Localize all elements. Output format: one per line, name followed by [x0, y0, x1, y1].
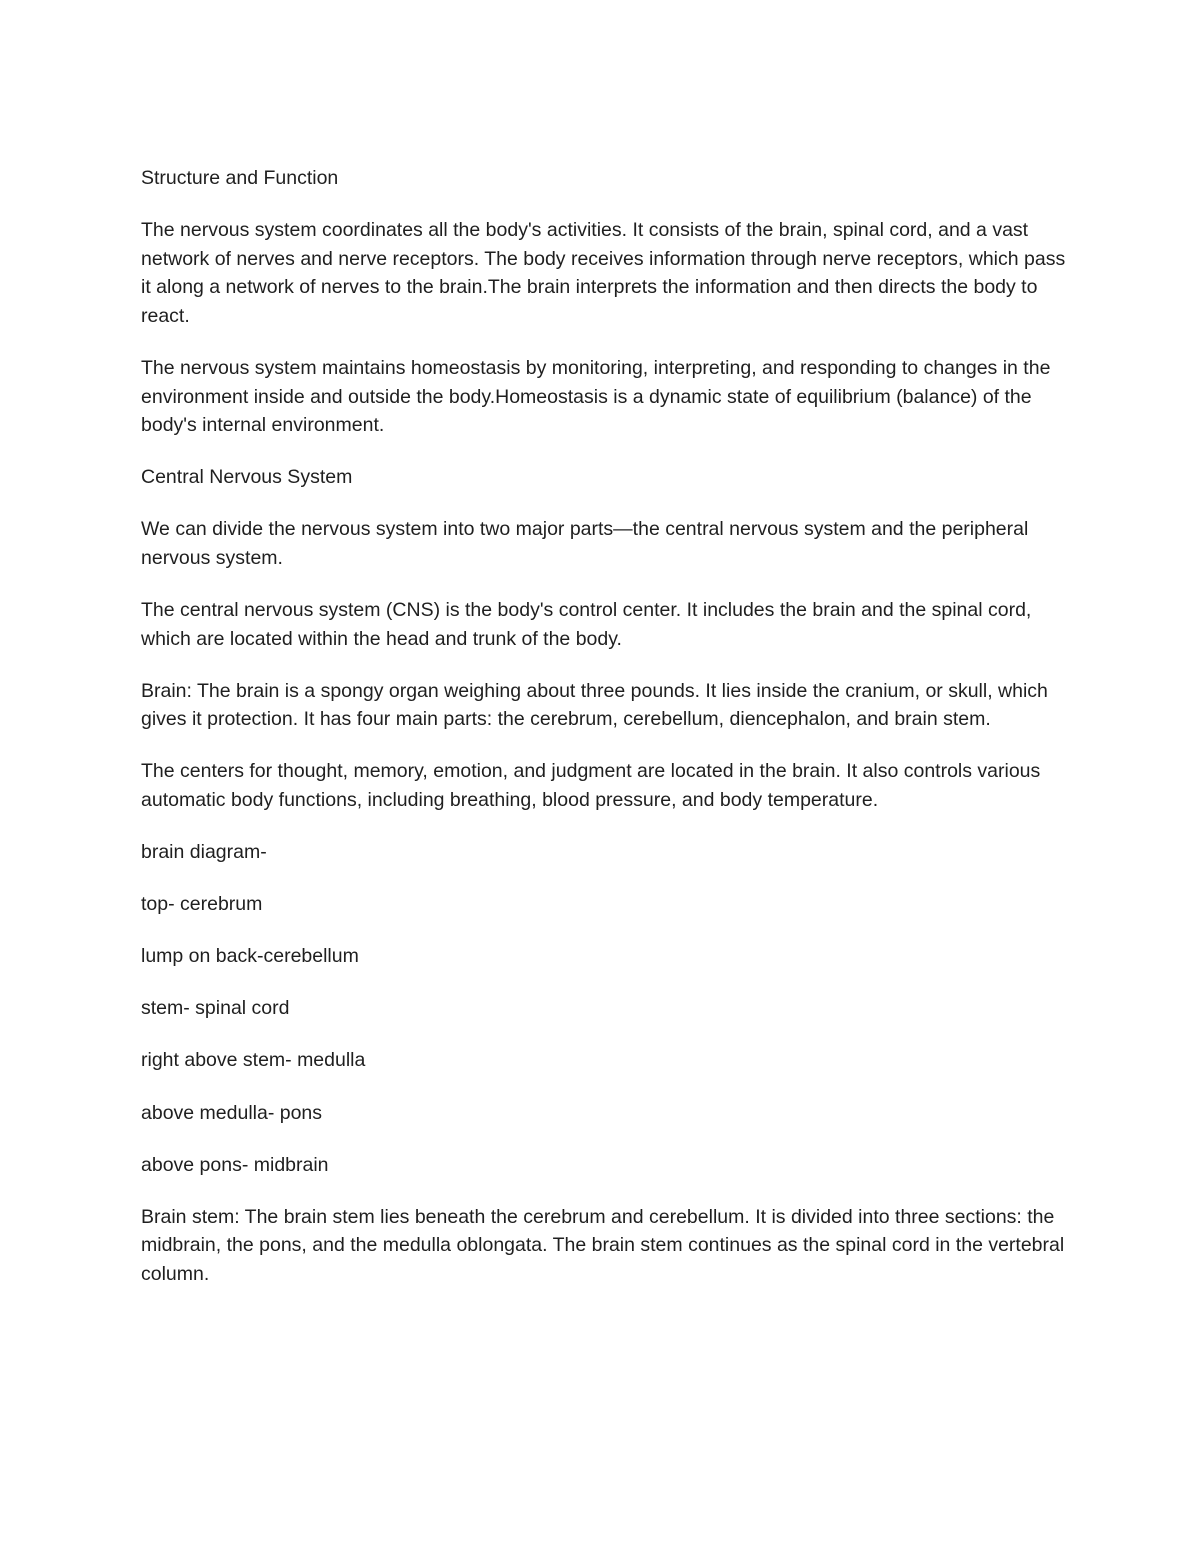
paragraph-brain-functions: The centers for thought, memory, emotion, and judgment are located in the brain. It also controls various automatic body functions, including breathing, blood pressure, and body temperature.: [141, 760, 1041, 811]
note-brain-diagram: brain diagram-: [141, 841, 267, 864]
heading-structure-and-function: Structure and Function: [141, 167, 339, 189]
paragraph-brain-stem: Brain stem: The brain stem lies beneath the cerebrum and cerebellum. It is divided into three sections: the midbrain, the pons, and the medulla oblongata. The brain stem continues as the spinal cord in the vertebral column.: [141, 1205, 1065, 1285]
heading-central-nervous-system: Central Nervous System: [141, 466, 353, 489]
paragraph-two-major-parts: We can divide the nervous system into two major parts—the central nervous system and the peripheral nervous system.: [141, 518, 1029, 569]
note-cerebrum: top- cerebrum: [141, 893, 263, 916]
note-pons: above medulla- pons: [141, 1101, 323, 1124]
document-body: [141, 164, 1066, 1312]
paragraph-cns-definition: The central nervous system (CNS) is the body's control center. It includes the brain and the spinal cord, which are located within the head and trunk of the body.: [141, 599, 1032, 650]
note-midbrain: above pons- midbrain: [141, 1153, 329, 1176]
paragraph-nervous-system-overview: The nervous system coordinates all the body's activities. It consists of the brain, spinal cord, and a vast network of nerves and nerve receptors. The body receives information through nerve receptors, which pass it along a network of nerves to the brain.The brain interprets the information and then directs the body to react.: [141, 219, 1066, 327]
paragraph-homeostasis: The nervous system maintains homeostasis by monitoring, interpreting, and responding to changes in the environment inside and outside the body.Homeostasis is a dynamic state of equilibrium (balance) of the body's internal environment.: [141, 356, 1051, 437]
note-cerebellum: lump on back-cerebellum: [141, 945, 359, 968]
note-medulla: right above stem- medulla: [141, 1049, 366, 1072]
paragraph-brain-description: Brain: The brain is a spongy organ weighing about three pounds. It lies inside the cranium, or skull, which gives it protection. It has four main parts: the cerebrum, cerebellum, diencephalon, and brain stem.: [141, 679, 1048, 731]
note-spinal-cord: stem- spinal cord: [141, 997, 290, 1020]
